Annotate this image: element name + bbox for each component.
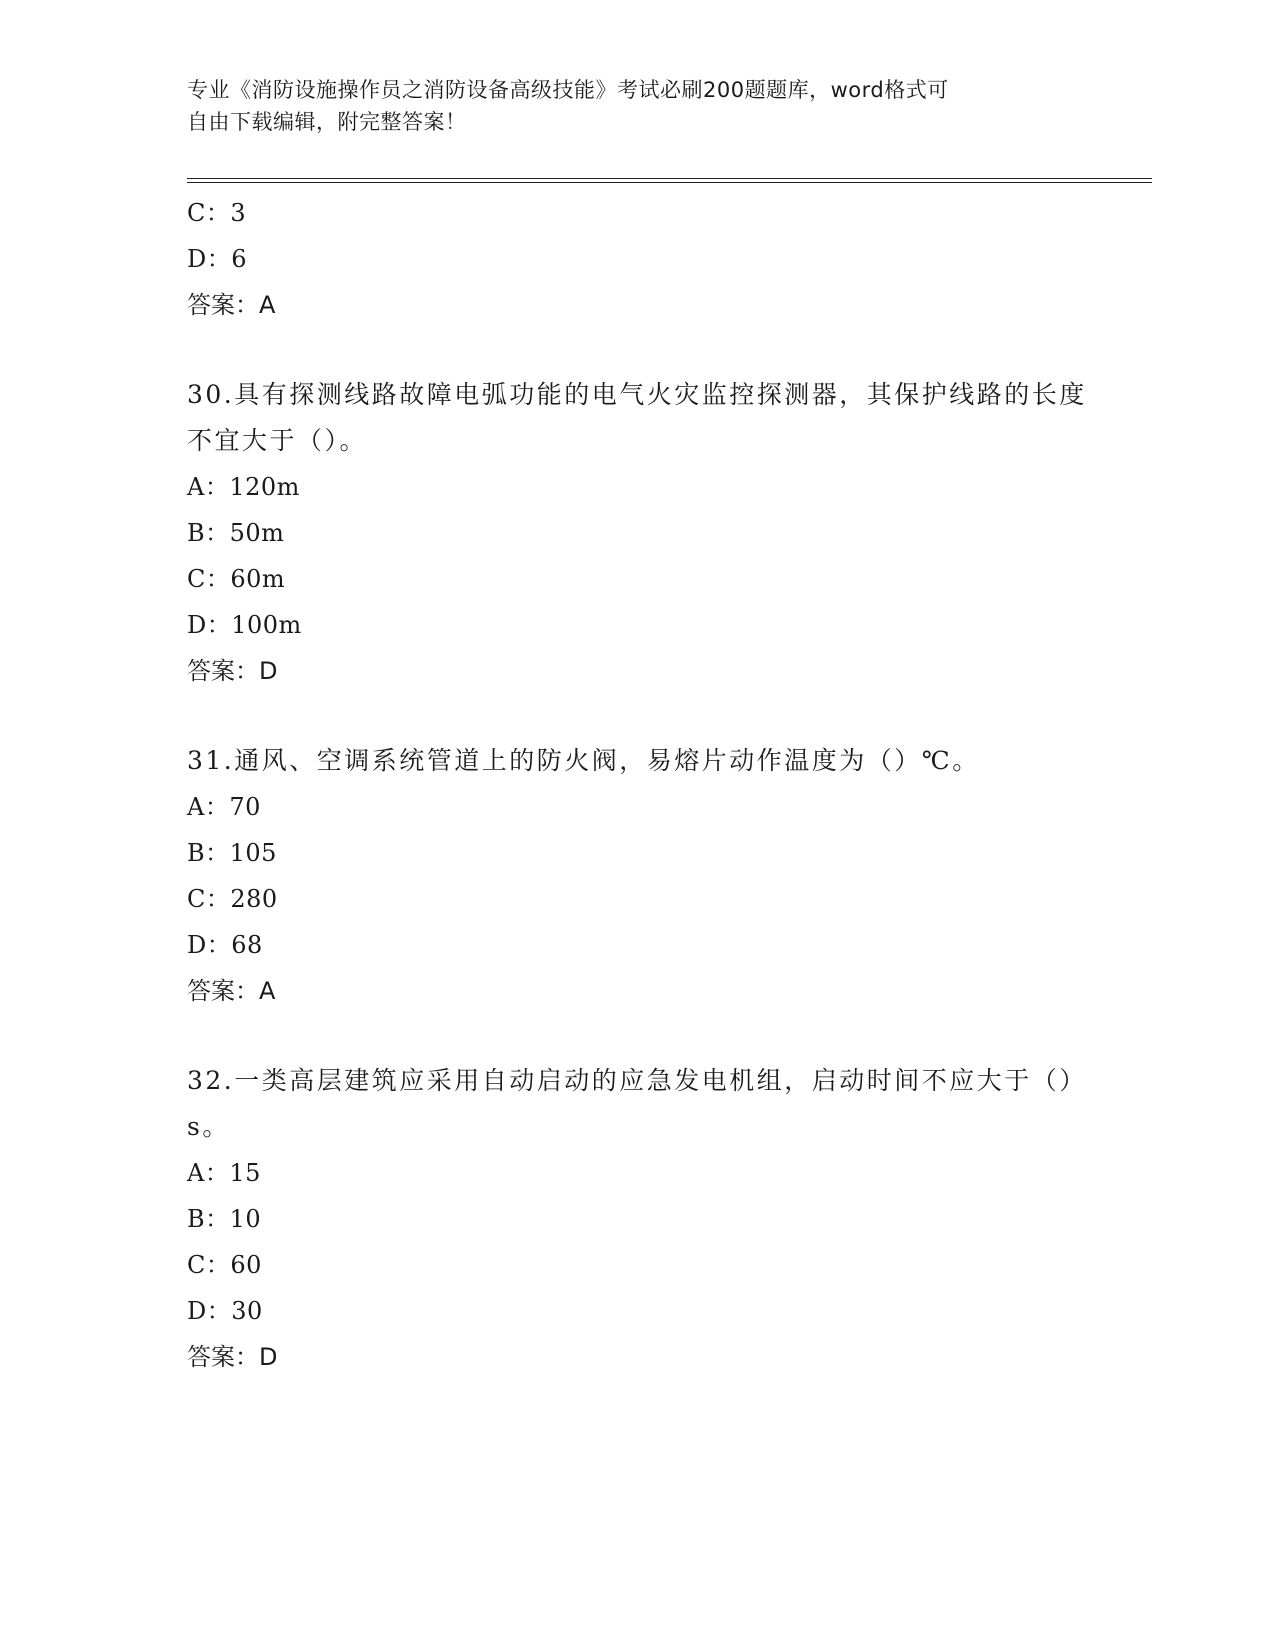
header-line-1: 专业《消防设施操作员之消防设备高级技能》考试必刷200题题库，word格式可: [187, 78, 949, 102]
option-b: B：50m: [187, 519, 285, 547]
option-c: C：60: [187, 1251, 262, 1279]
answer-line: 答案：A: [187, 977, 276, 1005]
option-a: A：70: [187, 793, 261, 821]
document-header: [187, 74, 1067, 138]
option-b: B：105: [187, 839, 277, 867]
question-30: [187, 372, 1087, 694]
question-31: [187, 738, 1087, 1014]
question-text: 30.具有探测线路故障电弧功能的电气火灾监控探测器，其保护线路的长度不宜大于（）。: [187, 380, 1087, 455]
option-d: D：30: [187, 1297, 263, 1325]
answer-line: 答案：D: [187, 657, 278, 685]
spacer: [187, 1014, 1087, 1058]
option-b: B：10: [187, 1205, 262, 1233]
option-d: D：100m: [187, 611, 302, 639]
option-c: C：60m: [187, 565, 286, 593]
carryover-block: [187, 190, 1087, 328]
header-divider-bottom: [187, 182, 1152, 183]
answer-line: 答案：D: [187, 1343, 278, 1371]
answer-line: 答案：A: [187, 291, 276, 319]
question-32: [187, 1058, 1087, 1380]
header-line-2: 自由下载编辑，附完整答案！: [187, 110, 467, 134]
header-divider-top: [187, 178, 1152, 179]
option-d: D：6: [187, 245, 248, 273]
spacer: [187, 328, 1087, 372]
option-a: A：15: [187, 1159, 261, 1187]
spacer: [187, 694, 1087, 738]
option-c: C：280: [187, 885, 278, 913]
option-a: A：120m: [187, 473, 300, 501]
question-text: 32.一类高层建筑应采用自动启动的应急发电机组，启动时间不应大于（）s。: [187, 1066, 1087, 1141]
question-text: 31.通风、空调系统管道上的防火阀，易熔片动作温度为（）℃。: [187, 746, 980, 775]
question-list: [187, 190, 1087, 1380]
option-c: C：3: [187, 199, 247, 227]
option-d: D：68: [187, 931, 263, 959]
